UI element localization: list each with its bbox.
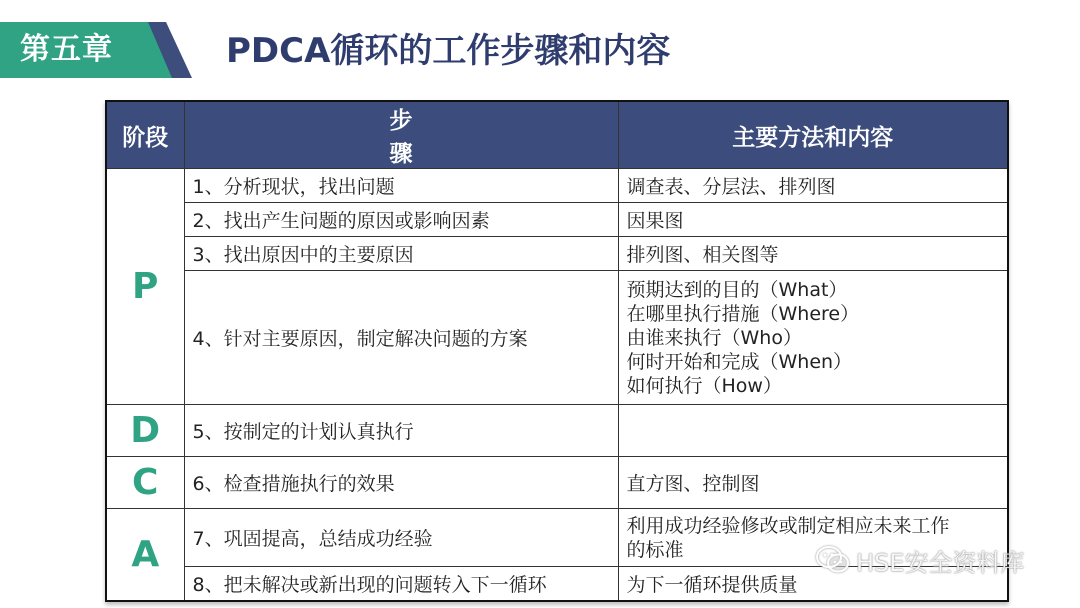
method-line: 预期达到的目的（What） [626, 278, 848, 301]
step-cell: 8、把未解决或新出现的问题转入下一循环 [184, 567, 618, 601]
pdca-steps-table [105, 100, 1009, 602]
step-cell: 1、分析现状，找出问题 [184, 169, 618, 203]
step-cell: 4、针对主要原因，制定解决问题的方案 [184, 271, 618, 405]
method-cell [618, 405, 1008, 457]
method-line: 由谁来执行（Who） [626, 326, 802, 349]
method-line: 何时开始和完成（When） [626, 350, 853, 373]
method-cell: 因果图 [618, 203, 1008, 237]
table-row [106, 271, 1008, 405]
page-title: PDCA循环的工作步骤和内容 [226, 31, 671, 71]
phase-a: A [106, 509, 184, 601]
phase-d: D [106, 405, 184, 457]
watermark [816, 542, 1024, 578]
method-cell: 排列图、相关图等 [618, 237, 1008, 271]
watermark-text: HSE安全资料库 [856, 548, 1025, 577]
step-cell: 7、巩固提高，总结成功经验 [184, 509, 618, 567]
method-line: 在哪里执行措施（Where） [626, 302, 860, 325]
table-row [106, 169, 1008, 203]
method-line: 利用成功经验修改或制定相应未来工作 [626, 514, 950, 537]
step-cell: 6、检查措施执行的效果 [184, 457, 618, 509]
chapter-label: 第五章 [20, 32, 113, 67]
step-cell: 3、找出原因中的主要原因 [184, 237, 618, 271]
wechat-icon [816, 545, 850, 575]
table-row [106, 237, 1008, 271]
step-cell: 5、按制定的计划认真执行 [184, 405, 618, 457]
table-row [106, 457, 1008, 509]
column-header-steps: 步 骤 [184, 101, 618, 169]
method-cell [618, 271, 1008, 405]
method-line: 的标准 [626, 538, 684, 561]
phase-c: C [106, 457, 184, 509]
method-line: 如何执行（How） [626, 374, 782, 397]
step-cell: 2、找出产生问题的原因或影响因素 [184, 203, 618, 237]
column-header-methods: 主要方法和内容 [618, 101, 1008, 169]
table-row [106, 203, 1008, 237]
phase-p: P [106, 169, 184, 405]
chapter-tab [0, 22, 192, 78]
table-header-row [106, 101, 1008, 169]
method-cell: 直方图、控制图 [618, 457, 1008, 509]
table-row [106, 405, 1008, 457]
column-header-phase: 阶段 [106, 101, 184, 169]
method-cell: 为下一循环提供质量 [618, 567, 1008, 601]
method-cell: 调查表、分层法、排列图 [618, 169, 1008, 203]
